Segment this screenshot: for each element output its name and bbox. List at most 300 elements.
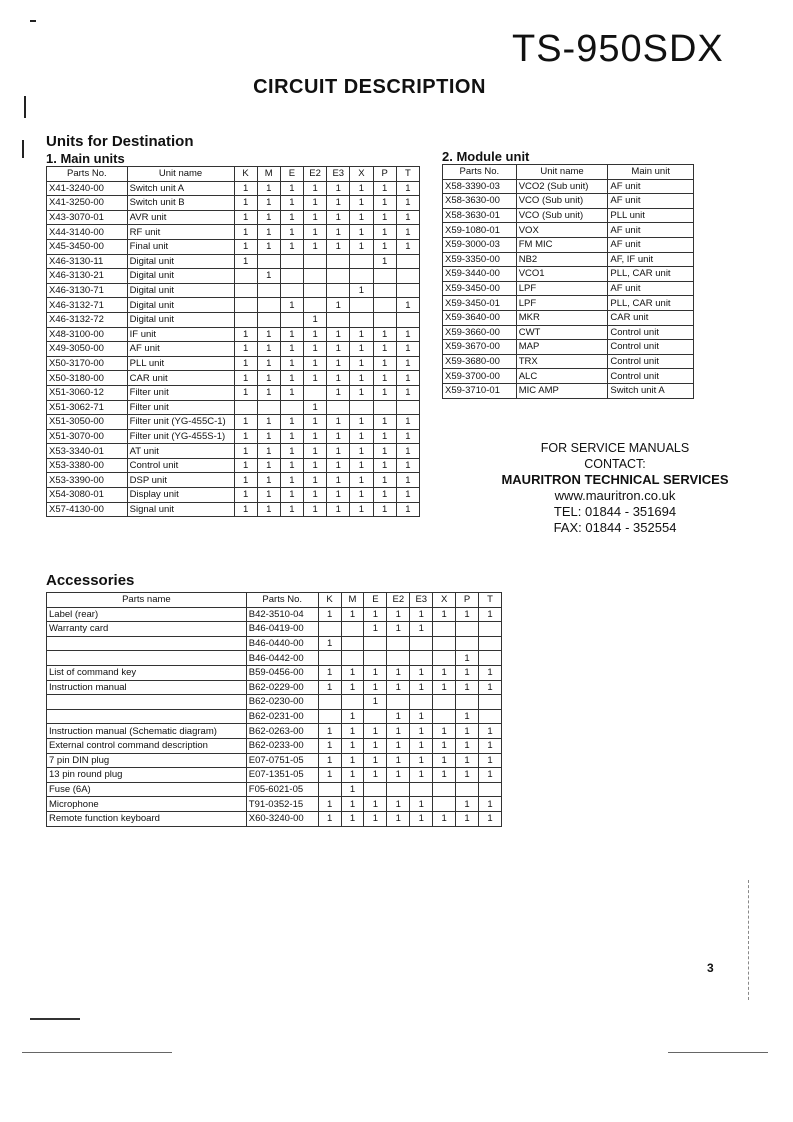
table-cell: E07-1351-05: [246, 768, 318, 783]
main-unit-row: [47, 458, 420, 473]
accessories-table: [46, 592, 502, 827]
module-unit-row: [443, 208, 694, 223]
table-cell: [364, 636, 387, 651]
table-cell: [396, 283, 419, 298]
table-cell: [257, 312, 280, 327]
table-cell: 1: [234, 458, 257, 473]
table-cell: 1: [327, 342, 350, 357]
main-unit-row: [47, 254, 420, 269]
table-cell: 1: [280, 488, 303, 503]
table-cell: X57-4130-00: [47, 502, 128, 517]
table-cell: 1: [327, 356, 350, 371]
table-header-row: [47, 593, 502, 608]
scan-mark: [30, 20, 36, 22]
table-cell: 1: [410, 738, 433, 753]
module-unit-row: [443, 383, 694, 398]
table-cell: [433, 695, 456, 710]
table-cell: 1: [234, 254, 257, 269]
table-cell: 1: [396, 225, 419, 240]
table-cell: 1: [364, 622, 387, 637]
table-cell: 1: [396, 458, 419, 473]
accessory-row: [47, 811, 502, 826]
table-cell: 1: [304, 458, 327, 473]
table-cell: 1: [396, 473, 419, 488]
bottom-rule-right: [668, 1052, 768, 1053]
table-cell: 1: [373, 444, 396, 459]
table-cell: [327, 254, 350, 269]
table-cell: [456, 636, 479, 651]
table-cell: NB2: [516, 252, 608, 267]
table-cell: [327, 312, 350, 327]
table-cell: 1: [350, 356, 373, 371]
table-cell: X59-3000-03: [443, 237, 517, 252]
table-cell: [396, 312, 419, 327]
table-cell: 1: [456, 607, 479, 622]
table-cell: 1: [396, 181, 419, 196]
table-cell: PLL unit: [127, 356, 234, 371]
table-cell: Digital unit: [127, 298, 234, 313]
table-cell: [479, 782, 502, 797]
table-cell: Warranty card: [47, 622, 247, 637]
main-unit-row: [47, 502, 420, 517]
table-header-cell: Parts No.: [47, 167, 128, 182]
table-cell: 1: [396, 415, 419, 430]
table-header-row: [443, 165, 694, 180]
table-cell: 1: [234, 181, 257, 196]
bottom-rule-left: [22, 1052, 172, 1053]
table-cell: 1: [433, 738, 456, 753]
table-cell: VCO (Sub unit): [516, 194, 608, 209]
table-cell: [327, 269, 350, 284]
page-number: 3: [707, 961, 714, 975]
table-cell: 1: [396, 298, 419, 313]
table-cell: 1: [234, 196, 257, 211]
table-cell: 1: [280, 385, 303, 400]
table-cell: Instruction manual (Schematic diagram): [47, 724, 247, 739]
table-cell: 1: [373, 371, 396, 386]
table-cell: 1: [350, 181, 373, 196]
table-cell: 1: [373, 356, 396, 371]
table-cell: 1: [456, 680, 479, 695]
table-cell: 1: [257, 196, 280, 211]
module-unit-row: [443, 325, 694, 340]
table-cell: X54-3080-01: [47, 488, 128, 503]
table-cell: [387, 782, 410, 797]
table-cell: 1: [364, 738, 387, 753]
table-cell: 1: [341, 753, 364, 768]
table-cell: 1: [327, 458, 350, 473]
table-cell: X44-3140-00: [47, 225, 128, 240]
table-cell: 1: [327, 385, 350, 400]
table-cell: ALC: [516, 369, 608, 384]
accessory-row: [47, 680, 502, 695]
table-cell: X46-3132-71: [47, 298, 128, 313]
table-cell: 1: [327, 239, 350, 254]
table-cell: E07-0751-05: [246, 753, 318, 768]
table-cell: 1: [280, 502, 303, 517]
table-cell: [410, 636, 433, 651]
table-cell: 1: [410, 709, 433, 724]
table-cell: 7 pin DIN plug: [47, 753, 247, 768]
table-header-cell: X: [350, 167, 373, 182]
table-cell: 1: [257, 458, 280, 473]
table-cell: 1: [304, 210, 327, 225]
table-cell: F05-6021-05: [246, 782, 318, 797]
table-cell: 1: [257, 502, 280, 517]
table-cell: 1: [280, 239, 303, 254]
table-cell: Microphone: [47, 797, 247, 812]
table-cell: LPF: [516, 296, 608, 311]
table-cell: X59-3640-00: [443, 310, 517, 325]
table-cell: X59-1080-01: [443, 223, 517, 238]
table-cell: [373, 400, 396, 415]
table-cell: [350, 254, 373, 269]
table-cell: [479, 709, 502, 724]
table-cell: 1: [327, 181, 350, 196]
table-cell: 1: [257, 356, 280, 371]
table-cell: [364, 651, 387, 666]
table-cell: 1: [327, 210, 350, 225]
main-unit-row: [47, 298, 420, 313]
table-cell: 1: [257, 385, 280, 400]
table-header-cell: M: [341, 593, 364, 608]
table-cell: 1: [280, 298, 303, 313]
table-cell: AF, IF unit: [608, 252, 694, 267]
table-cell: 1: [350, 225, 373, 240]
table-cell: 1: [387, 724, 410, 739]
module-unit-row: [443, 267, 694, 282]
table-cell: X59-3450-00: [443, 281, 517, 296]
module-unit-row: [443, 223, 694, 238]
table-cell: 1: [410, 753, 433, 768]
table-cell: Fuse (6A): [47, 782, 247, 797]
table-cell: AF unit: [608, 281, 694, 296]
table-cell: 1: [327, 488, 350, 503]
module-unit-row: [443, 369, 694, 384]
table-cell: 1: [456, 738, 479, 753]
accessory-row: [47, 651, 502, 666]
table-cell: 1: [234, 371, 257, 386]
table-cell: 1: [257, 210, 280, 225]
table-cell: 1: [396, 196, 419, 211]
table-cell: X51-3070-00: [47, 429, 128, 444]
table-cell: [304, 269, 327, 284]
table-cell: 13 pin round plug: [47, 768, 247, 783]
table-cell: 1: [387, 811, 410, 826]
table-cell: 1: [387, 753, 410, 768]
table-cell: [280, 254, 303, 269]
table-cell: 1: [396, 488, 419, 503]
table-cell: [364, 782, 387, 797]
table-cell: 1: [387, 797, 410, 812]
table-cell: 1: [257, 342, 280, 357]
table-cell: 1: [350, 196, 373, 211]
table-cell: 1: [318, 753, 341, 768]
table-cell: 1: [373, 473, 396, 488]
table-cell: [234, 312, 257, 327]
table-cell: AF unit: [127, 342, 234, 357]
table-cell: 1: [341, 811, 364, 826]
main-unit-row: [47, 356, 420, 371]
table-cell: AF unit: [608, 179, 694, 194]
module-unit-row: [443, 194, 694, 209]
table-cell: 1: [234, 385, 257, 400]
table-header-cell: E3: [327, 167, 350, 182]
table-cell: Digital unit: [127, 312, 234, 327]
page-title: [0, 76, 793, 99]
main-unit-row: [47, 327, 420, 342]
table-cell: [387, 636, 410, 651]
table-cell: 1: [410, 680, 433, 695]
table-cell: [318, 709, 341, 724]
table-cell: [410, 695, 433, 710]
table-cell: 1: [280, 371, 303, 386]
table-cell: 1: [387, 738, 410, 753]
main-unit-row: [47, 400, 420, 415]
table-cell: 1: [327, 225, 350, 240]
table-cell: Final unit: [127, 239, 234, 254]
table-cell: X51-3060-12: [47, 385, 128, 400]
table-cell: Control unit: [608, 369, 694, 384]
table-cell: 1: [350, 444, 373, 459]
table-cell: 1: [280, 181, 303, 196]
table-cell: 1: [304, 327, 327, 342]
table-cell: 1: [364, 665, 387, 680]
table-cell: 1: [433, 607, 456, 622]
table-cell: 1: [396, 210, 419, 225]
table-cell: [410, 782, 433, 797]
table-header-cell: T: [479, 593, 502, 608]
table-cell: [479, 651, 502, 666]
table-cell: Digital unit: [127, 283, 234, 298]
table-cell: 1: [234, 239, 257, 254]
table-cell: 1: [304, 181, 327, 196]
table-cell: X53-3380-00: [47, 458, 128, 473]
table-cell: 1: [280, 225, 303, 240]
table-cell: [387, 651, 410, 666]
table-cell: VCO1: [516, 267, 608, 282]
scan-mark: [748, 880, 749, 1000]
table-cell: 1: [387, 622, 410, 637]
table-cell: 1: [350, 502, 373, 517]
module-unit-row: [443, 281, 694, 296]
table-cell: X50-3180-00: [47, 371, 128, 386]
table-cell: 1: [318, 797, 341, 812]
table-cell: Control unit: [608, 340, 694, 355]
table-cell: [456, 622, 479, 637]
table-cell: 1: [280, 429, 303, 444]
contact-fax: FAX: 01844 - 352554: [553, 520, 677, 535]
table-cell: [318, 651, 341, 666]
table-cell: [304, 385, 327, 400]
table-cell: [234, 283, 257, 298]
table-cell: [341, 622, 364, 637]
table-cell: 1: [350, 239, 373, 254]
table-cell: 1: [304, 488, 327, 503]
table-cell: 1: [257, 239, 280, 254]
table-cell: [479, 636, 502, 651]
table-header-cell: Unit name: [127, 167, 234, 182]
table-cell: 1: [304, 342, 327, 357]
table-cell: 1: [396, 342, 419, 357]
accessory-row: [47, 709, 502, 724]
table-header-cell: P: [456, 593, 479, 608]
table-cell: 1: [350, 327, 373, 342]
table-cell: Remote function keyboard: [47, 811, 247, 826]
table-cell: 1: [280, 458, 303, 473]
table-cell: RF unit: [127, 225, 234, 240]
table-cell: 1: [350, 429, 373, 444]
table-cell: X50-3170-00: [47, 356, 128, 371]
contact-line2: CONTACT:: [584, 457, 646, 471]
main-unit-row: [47, 196, 420, 211]
main-unit-row: [47, 181, 420, 196]
table-cell: 1: [234, 342, 257, 357]
accessory-row: [47, 753, 502, 768]
main-unit-row: [47, 385, 420, 400]
table-cell: X49-3050-00: [47, 342, 128, 357]
accessories-heading: Accessories: [46, 572, 135, 589]
table-cell: [47, 651, 247, 666]
table-cell: 1: [387, 607, 410, 622]
table-cell: [410, 651, 433, 666]
table-cell: VCO2 (Sub unit): [516, 179, 608, 194]
table-cell: 1: [234, 356, 257, 371]
table-cell: [318, 622, 341, 637]
table-cell: 1: [280, 210, 303, 225]
table-header-cell: T: [396, 167, 419, 182]
main-unit-row: [47, 225, 420, 240]
table-cell: Filter unit (YG-455S-1): [127, 429, 234, 444]
table-cell: [318, 695, 341, 710]
table-cell: X59-3440-00: [443, 267, 517, 282]
table-cell: 1: [234, 502, 257, 517]
section-title: Units for Destination: [46, 133, 194, 150]
page-title-text: CIRCUIT DESCRIPTION: [253, 76, 486, 98]
table-cell: 1: [456, 753, 479, 768]
main-unit-row: [47, 239, 420, 254]
table-cell: 1: [479, 811, 502, 826]
table-cell: B62-0229-00: [246, 680, 318, 695]
table-cell: 1: [479, 797, 502, 812]
table-cell: 1: [341, 738, 364, 753]
table-cell: Control unit: [127, 458, 234, 473]
module-unit-row: [443, 354, 694, 369]
table-cell: 1: [373, 254, 396, 269]
scan-mark: [30, 1018, 80, 1020]
table-cell: 1: [479, 768, 502, 783]
table-cell: B62-0233-00: [246, 738, 318, 753]
table-cell: 1: [433, 724, 456, 739]
table-cell: [433, 797, 456, 812]
table-cell: 1: [410, 797, 433, 812]
table-cell: 1: [318, 680, 341, 695]
table-cell: 1: [396, 371, 419, 386]
table-cell: [280, 312, 303, 327]
table-cell: 1: [396, 385, 419, 400]
table-cell: 1: [318, 607, 341, 622]
main-unit-row: [47, 473, 420, 488]
table-cell: Signal unit: [127, 502, 234, 517]
table-cell: 1: [456, 797, 479, 812]
table-cell: Instruction manual: [47, 680, 247, 695]
main-unit-row: [47, 342, 420, 357]
table-cell: [433, 636, 456, 651]
table-cell: 1: [318, 811, 341, 826]
accessory-row: [47, 724, 502, 739]
table-header-cell: E2: [387, 593, 410, 608]
table-cell: X51-3050-00: [47, 415, 128, 430]
table-cell: 1: [373, 239, 396, 254]
table-cell: [396, 400, 419, 415]
table-cell: [304, 254, 327, 269]
contact-line1: FOR SERVICE MANUALS: [540, 441, 690, 455]
table-cell: Digital unit: [127, 254, 234, 269]
table-cell: Control unit: [608, 325, 694, 340]
table-cell: CAR unit: [608, 310, 694, 325]
table-cell: [387, 695, 410, 710]
table-cell: 1: [327, 502, 350, 517]
table-cell: 1: [341, 607, 364, 622]
table-cell: 1: [257, 429, 280, 444]
table-cell: 1: [318, 768, 341, 783]
table-cell: [373, 269, 396, 284]
table-header-row: [47, 167, 420, 182]
table-cell: PLL, CAR unit: [608, 296, 694, 311]
table-cell: 1: [350, 210, 373, 225]
table-cell: CWT: [516, 325, 608, 340]
table-header-cell: E: [364, 593, 387, 608]
table-cell: 1: [304, 415, 327, 430]
table-cell: [257, 298, 280, 313]
main-unit-row: [47, 371, 420, 386]
table-cell: [234, 269, 257, 284]
table-cell: X59-3680-00: [443, 354, 517, 369]
table-cell: Switch unit A: [608, 383, 694, 398]
table-cell: X41-3250-00: [47, 196, 128, 211]
table-cell: 1: [456, 724, 479, 739]
table-cell: AVR unit: [127, 210, 234, 225]
module-unit-row: [443, 340, 694, 355]
table-cell: [280, 400, 303, 415]
table-header-cell: E: [280, 167, 303, 182]
table-cell: B46-0440-00: [246, 636, 318, 651]
table-cell: 1: [396, 327, 419, 342]
table-cell: 1: [373, 458, 396, 473]
table-cell: [456, 782, 479, 797]
table-cell: 1: [234, 429, 257, 444]
table-cell: 1: [479, 753, 502, 768]
table-cell: 1: [234, 210, 257, 225]
table-cell: 1: [479, 607, 502, 622]
table-cell: [234, 400, 257, 415]
table-cell: 1: [341, 680, 364, 695]
table-cell: B42-3510-04: [246, 607, 318, 622]
table-cell: [280, 269, 303, 284]
table-cell: MKR: [516, 310, 608, 325]
contact-tel: TEL: 01844 - 351694: [553, 504, 677, 519]
main-units-table: [46, 166, 420, 517]
table-cell: X53-3390-00: [47, 473, 128, 488]
table-cell: 1: [433, 753, 456, 768]
table-cell: 1: [396, 444, 419, 459]
table-cell: 1: [364, 607, 387, 622]
table-cell: Control unit: [608, 354, 694, 369]
contact-web: www.mauritron.co.uk: [554, 488, 676, 503]
table-cell: 1: [318, 636, 341, 651]
table-cell: 1: [234, 225, 257, 240]
table-cell: LPF: [516, 281, 608, 296]
